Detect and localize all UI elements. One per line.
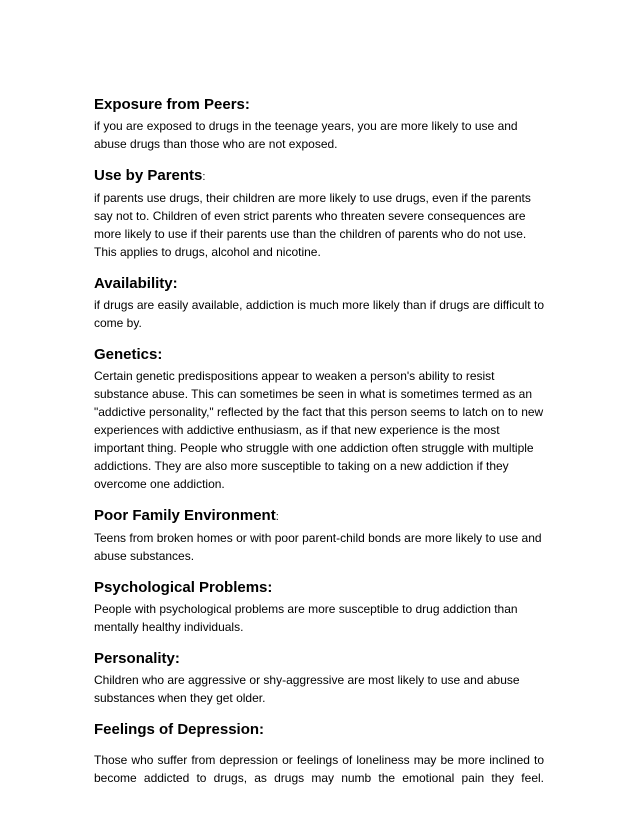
section-text: Teens from broken homes or with poor parent-child bonds are more likely to use and abuse substances. — [94, 531, 542, 563]
spacer — [94, 332, 544, 346]
heading-suffix: : — [202, 171, 206, 183]
section-heading — [94, 507, 544, 526]
heading-text: Genetics: — [94, 346, 163, 363]
spacer — [94, 153, 544, 167]
section-use-by-parents — [94, 167, 544, 261]
section-text: if parents use drugs, their children are more likely to use drugs, even if the parents say not to. Children of even strict parents who threaten severe consequences are more likely to use if their parents use than the children of parents who do not use. This applies to drugs, alcohol and nicotine. — [94, 191, 531, 259]
section-heading — [94, 579, 544, 597]
section-heading — [94, 96, 544, 114]
section-personality — [94, 650, 544, 707]
section-text: Certain genetic predispositions appear to weaken a person's ability to resist substance abuse. This can sometimes be seen in what is sometimes termed as an "addictive personality," reflected by the fact that this person seems to latch on to new experiences with addictive enthusiasm, as if that new experience is the most important thing. People who struggle with one addiction often struggle with multiple addictions. They are also more susceptible to taking on a new addiction if they overcome one addiction. — [94, 369, 544, 491]
section-text: Children who are aggressive or shy-aggressive are most likely to use and abuse substances when they get older. — [94, 673, 520, 705]
section-poor-family-environment — [94, 507, 544, 565]
spacer — [94, 565, 544, 579]
section-genetics — [94, 346, 544, 493]
section-feelings-of-depression — [94, 721, 544, 787]
document-page — [94, 96, 544, 787]
spacer — [94, 707, 544, 721]
heading-text: Personality: — [94, 650, 180, 667]
section-heading — [94, 275, 544, 293]
heading-text: Feelings of Depression: — [94, 721, 265, 738]
section-text: People with psychological problems are more susceptible to drug addiction than mentally healthy individuals. — [94, 602, 518, 634]
section-availability — [94, 275, 544, 332]
section-heading — [94, 346, 544, 364]
heading-text: Exposure from Peers: — [94, 96, 250, 113]
heading-suffix: : — [275, 511, 279, 523]
heading-text: Use by Parents — [94, 167, 203, 184]
spacer — [94, 261, 544, 275]
spacer — [94, 636, 544, 650]
section-psychological-problems — [94, 579, 544, 636]
section-text: Those who suffer from depression or feelings of loneliness may be more inclined to become addicted to drugs, as drugs may numb the emotional pain they feel. — [94, 753, 544, 785]
section-heading — [94, 167, 544, 186]
section-heading — [94, 721, 544, 739]
heading-text: Availability: — [94, 275, 178, 292]
section-exposure-from-peers — [94, 96, 544, 153]
section-heading — [94, 650, 544, 668]
section-text: if drugs are easily available, addiction is much more likely than if drugs are difficult to come by. — [94, 298, 544, 330]
section-text: if you are exposed to drugs in the teenage years, you are more likely to use and abuse drugs than those who are not exposed. — [94, 119, 518, 151]
spacer — [94, 493, 544, 507]
heading-text: Psychological Problems: — [94, 579, 273, 596]
heading-text: Poor Family Environment — [94, 507, 276, 524]
